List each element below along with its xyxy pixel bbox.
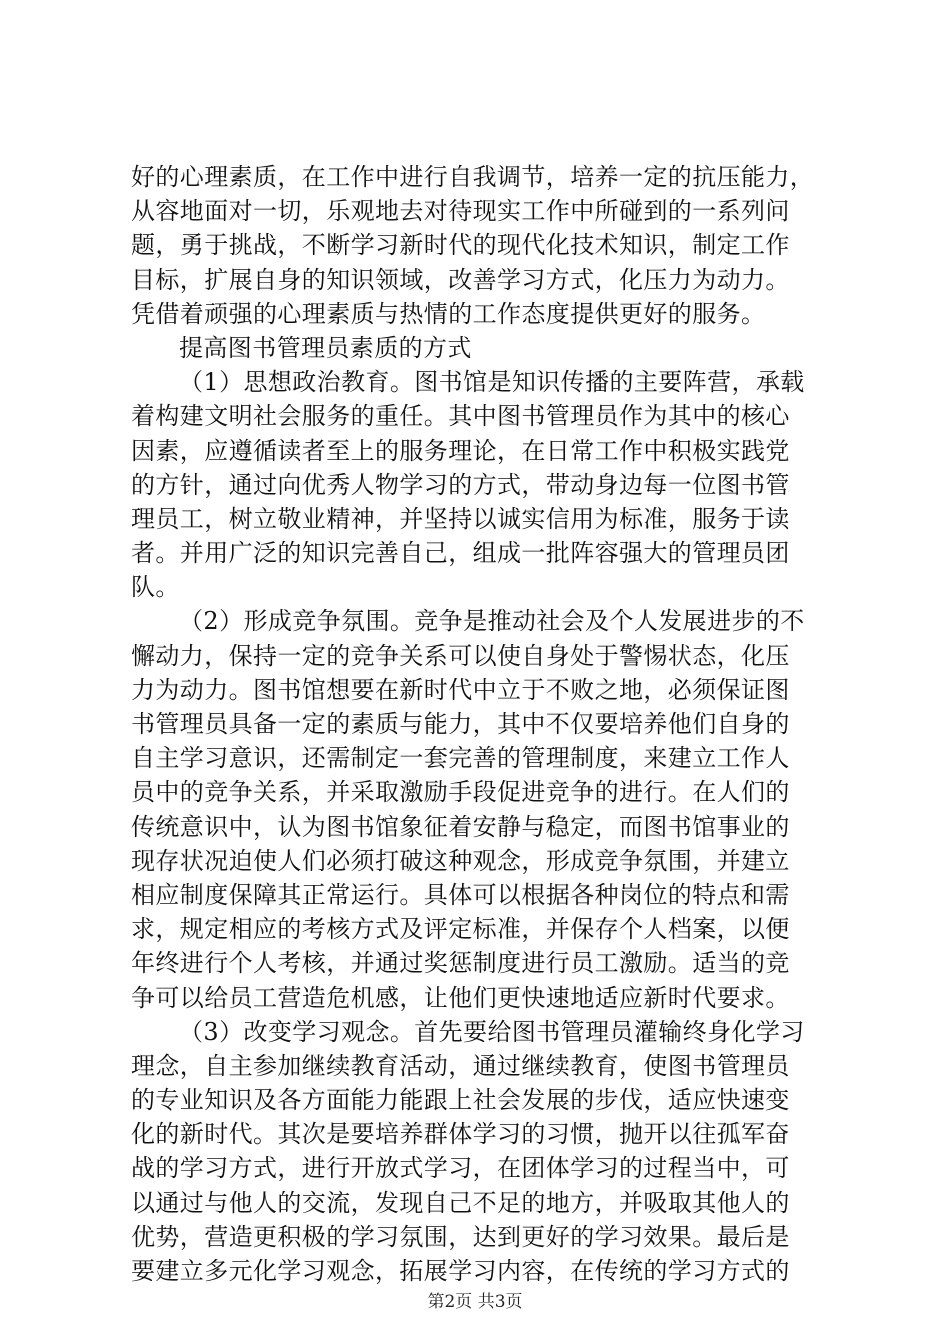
- text-line: 书管理员具备一定的素质与能力，其中不仅要培养他们自身的: [131, 710, 790, 738]
- text-line: 的方针，通过向优秀人物学习的方式，带动身边每一位图书管: [131, 470, 790, 499]
- text-line: 优势，营造更积极的学习氛围，达到更好的学习效果。最后是: [131, 1222, 790, 1251]
- text-line: 凭借着顽强的心理素质与热情的工作态度提供更好的服务。: [131, 299, 766, 328]
- text-line: 力为动力。图书馆想要在新时代中立于不败之地，必须保证图: [131, 675, 790, 704]
- text-line: 求，规定相应的考核方式及评定标准，并保存个人档案，以便: [131, 915, 790, 944]
- text-line: 要建立多元化学习观念，拓展学习内容，在传统的学习方式的: [131, 1257, 790, 1285]
- text-line: 的专业知识及各方面能力能跟上社会发展的步伐，适应快速变: [131, 1086, 790, 1115]
- paragraph-start: （2）形成竞争氛围。竞争是推动社会及个人发展进步的不: [179, 607, 805, 636]
- text-line: 从容地面对一切，乐观地去对待现实工作中所碰到的一系列问: [131, 197, 790, 226]
- text-line: 现存状况迫使人们必须打破这种观念，形成竞争氛围，并建立: [131, 846, 790, 875]
- text-line: 理念，自主参加继续教育活动，通过继续教育，使图书管理员: [131, 1051, 790, 1080]
- text-line: 传统意识中，认为图书馆象征着安静与稳定，而图书馆事业的: [131, 812, 790, 841]
- text-line: 者。并用广泛的知识完善自己，组成一批阵容强大的管理员团: [131, 539, 790, 568]
- text-line: 好的心理素质，在工作中进行自我调节，培养一定的抗压能力，: [131, 163, 815, 191]
- text-line: 理员工，树立敬业精神，并坚持以诚实信用为标准，服务于读: [131, 504, 790, 533]
- text-line: 因素，应遵循读者至上的服务理论，在日常工作中积极实践党: [131, 436, 790, 465]
- section-heading: 提高图书管理员素质的方式: [179, 333, 472, 362]
- page-number-footer: 第2页 共3页: [427, 1292, 523, 1312]
- text-line: 懈动力，保持一定的竞争关系可以使自身处于警惕状态，化压: [131, 641, 790, 670]
- text-line: 年终进行个人考核，并通过奖惩制度进行员工激励。适当的竞: [131, 949, 790, 978]
- text-line: 自主学习意识，还需制定一套完善的管理制度，来建立工作人: [131, 744, 790, 773]
- text-line: 争可以给员工营造危机感，让他们更快速地适应新时代要求。: [131, 983, 790, 1012]
- paragraph-start: （1）思想政治教育。图书馆是知识传播的主要阵营，承载: [179, 368, 805, 397]
- text-line: 题，勇于挑战，不断学习新时代的现代化技术知识，制定工作: [131, 231, 790, 260]
- text-line: 着构建文明社会服务的重任。其中图书管理员作为其中的核心: [131, 402, 790, 431]
- text-line: 员中的竞争关系，并采取激励手段促进竞争的进行。在人们的: [131, 778, 790, 807]
- text-line: 相应制度保障其正常运行。具体可以根据各种岗位的特点和需: [131, 880, 790, 909]
- paragraph-start: （3）改变学习观念。首先要给图书管理员灌输终身化学习: [179, 1017, 805, 1046]
- text-line: 以通过与他人的交流，发现自己不足的地方，并吸取其他人的: [131, 1188, 790, 1217]
- text-line: 目标，扩展自身的知识领域，改善学习方式，化压力为动力。: [131, 265, 790, 294]
- body-text: [131, 160, 831, 1288]
- text-line: 队。: [131, 573, 180, 602]
- text-line: 战的学习方式，进行开放式学习，在团体学习的过程当中，可: [131, 1154, 790, 1183]
- text-line: 化的新时代。其次是要培养群体学习的习惯，抛开以往孤军奋: [131, 1120, 790, 1149]
